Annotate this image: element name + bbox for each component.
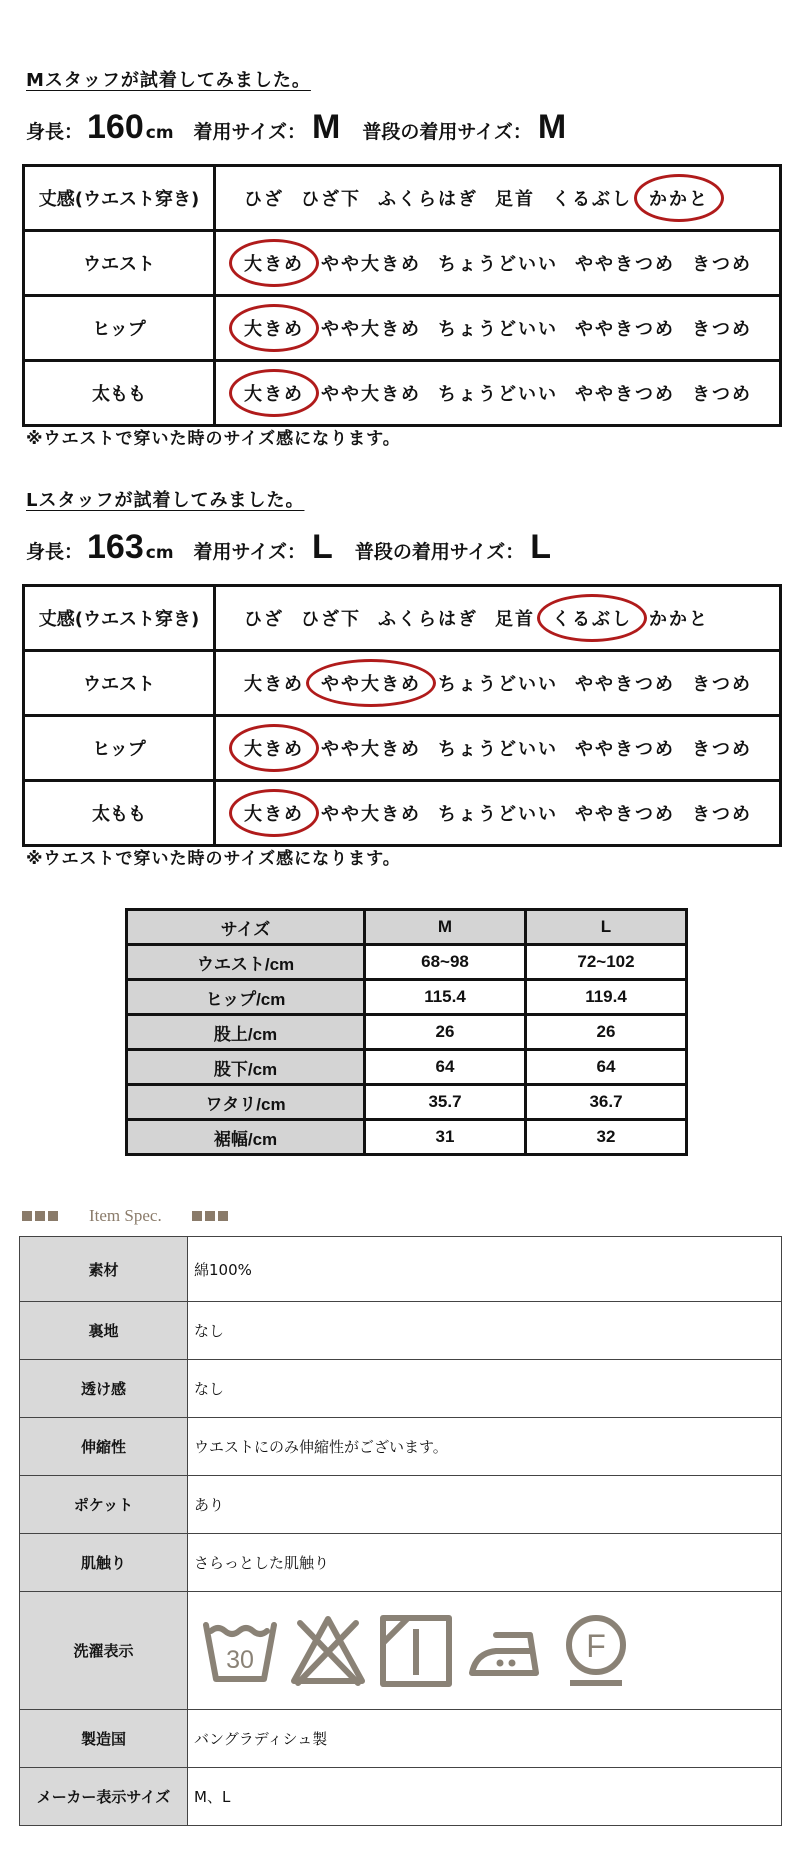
table-row [20, 1302, 782, 1360]
spec-value: さらっとした肌触り [188, 1534, 782, 1592]
dry-clean-f-icon [558, 1613, 634, 1689]
size-row-l: 64 [526, 1050, 687, 1085]
staff-l-section [0, 486, 800, 886]
fit-row [24, 716, 781, 781]
table-row [127, 980, 687, 1015]
line-dry-shade-icon [378, 1613, 454, 1689]
spec-key: 製造国 [20, 1710, 188, 1768]
fit-row-label: ヒップ [24, 296, 215, 361]
table-row [20, 1534, 782, 1592]
fit-option: きつめ [692, 384, 752, 405]
size-row-label: 股下/cm [127, 1050, 365, 1085]
size-row-l: 32 [526, 1120, 687, 1155]
size-row-l: 72~102 [526, 945, 687, 980]
fit-option: くるぶし [552, 189, 632, 210]
spec-value: M、L [188, 1768, 782, 1826]
spec-key: 洗濯表示 [20, 1592, 188, 1710]
size-header-label: サイズ [127, 910, 365, 945]
fit-option-selected: 大きめ [244, 735, 304, 761]
table-row [127, 1015, 687, 1050]
staff-l-title: Lスタッフが試着してみました。 [26, 490, 305, 511]
height-value: 163 [87, 528, 144, 566]
fit-row-options [215, 296, 781, 361]
wash-icons-cell [188, 1592, 782, 1710]
wear-size-label: 着用サイズ： [193, 121, 307, 143]
spec-value: ウエストにのみ伸縮性がございます。 [188, 1418, 782, 1476]
spec-key: 素材 [20, 1237, 188, 1302]
fit-option-selected: 大きめ [244, 380, 304, 406]
wear-size-value: M [312, 108, 341, 146]
size-row-m: 68~98 [365, 945, 526, 980]
fit-option: ひざ下 [301, 609, 361, 630]
fit-row-label: 丈感(ウエスト穿き) [24, 166, 215, 231]
fit-row-options [215, 231, 781, 296]
table-row [20, 1418, 782, 1476]
fit-row-label: 太もも [24, 781, 215, 846]
spec-value: 綿100% [188, 1237, 782, 1302]
usual-size-label: 普段の着用サイズ： [362, 121, 532, 143]
fit-option: ややきつめ [575, 804, 675, 825]
table-row [127, 1050, 687, 1085]
fit-row [24, 651, 781, 716]
fit-option: ややきつめ [575, 254, 675, 275]
table-row [127, 945, 687, 980]
fit-option: ちょうどいい [438, 254, 558, 275]
height-unit: cm [145, 543, 174, 563]
wash-icons [194, 1613, 780, 1689]
fit-option: ふくらはぎ [378, 609, 478, 630]
fit-option: ややきつめ [575, 674, 675, 695]
fit-option-selected: 大きめ [244, 800, 304, 826]
square-icon [22, 1211, 32, 1221]
item-spec-heading [22, 1206, 231, 1226]
square-icon [48, 1211, 58, 1221]
size-table [125, 908, 688, 1156]
fit-row-options [215, 166, 781, 231]
fit-row-label: 丈感(ウエスト穿き) [24, 586, 215, 651]
usual-size-value: L [530, 528, 552, 566]
size-row-label: 裾幅/cm [127, 1120, 365, 1155]
fit-option: やや大きめ [321, 319, 421, 340]
fit-row-options [215, 716, 781, 781]
fit-row [24, 586, 781, 651]
fit-option: ややきつめ [575, 384, 675, 405]
size-row-l: 26 [526, 1015, 687, 1050]
wear-size-label: 着用サイズ： [193, 541, 307, 563]
size-row-l: 119.4 [526, 980, 687, 1015]
square-icon [35, 1211, 45, 1221]
table-row [20, 1360, 782, 1418]
fit-option: ひざ下 [301, 189, 361, 210]
fit-row-label: ウエスト [24, 651, 215, 716]
iron-low-icon [466, 1613, 546, 1689]
fit-row [24, 781, 781, 846]
square-icon [192, 1211, 202, 1221]
size-row-label: 股上/cm [127, 1015, 365, 1050]
size-row-label: ワタリ/cm [127, 1085, 365, 1120]
fit-row [24, 361, 781, 426]
fit-option: やや大きめ [321, 254, 421, 275]
fit-option: ひざ [244, 609, 284, 630]
size-row-m: 26 [365, 1015, 526, 1050]
staff-l-info [26, 528, 551, 567]
fit-option: ちょうどいい [438, 804, 558, 825]
spec-key: 透け感 [20, 1360, 188, 1418]
fit-option: ちょうどいい [438, 739, 558, 760]
size-table-header [127, 910, 687, 945]
height-label: 身長： [26, 121, 84, 143]
spec-key: 肌触り [20, 1534, 188, 1592]
size-row-m: 115.4 [365, 980, 526, 1015]
height-label: 身長： [26, 541, 84, 563]
no-bleach-icon [290, 1613, 366, 1689]
fit-row [24, 166, 781, 231]
usual-size-value: M [537, 108, 567, 146]
fit-option-selected: 大きめ [244, 315, 304, 341]
item-spec-table [19, 1236, 782, 1826]
fit-option: きつめ [692, 739, 752, 760]
table-row [20, 1237, 782, 1302]
fit-option: きつめ [692, 804, 752, 825]
fit-option: きつめ [692, 674, 752, 695]
spec-key: メーカー表示サイズ [20, 1768, 188, 1826]
fit-option: 足首 [495, 609, 535, 630]
fit-option: 大きめ [244, 674, 304, 695]
spec-value: なし [188, 1302, 782, 1360]
staff-l-note: ※ウエストで穿いた時のサイズ感になります。 [26, 849, 401, 869]
spec-key: 伸縮性 [20, 1418, 188, 1476]
staff-m-section [0, 66, 800, 466]
size-row-label: ウエスト/cm [127, 945, 365, 980]
fit-option-selected: 大きめ [244, 250, 304, 276]
size-header-m: M [365, 910, 526, 945]
size-row-m: 64 [365, 1050, 526, 1085]
fit-row-options [215, 361, 781, 426]
size-row-l: 36.7 [526, 1085, 687, 1120]
fit-option: かかと [649, 609, 709, 630]
fit-option: ふくらはぎ [378, 189, 478, 210]
fit-option-selected: くるぶし [552, 605, 632, 631]
fit-row-label: ヒップ [24, 716, 215, 781]
fit-option: ひざ [244, 189, 284, 210]
spec-value: バングラディシュ製 [188, 1710, 782, 1768]
fit-option: ややきつめ [575, 319, 675, 340]
fit-option: きつめ [692, 319, 752, 340]
fit-option: ややきつめ [575, 739, 675, 760]
fit-option: ちょうどいい [438, 384, 558, 405]
spec-key: ポケット [20, 1476, 188, 1534]
staff-m-note: ※ウエストで穿いた時のサイズ感になります。 [26, 429, 401, 449]
staff-m-fit-table [22, 164, 782, 427]
spec-value: なし [188, 1360, 782, 1418]
staff-m-title: Mスタッフが試着してみました。 [26, 70, 311, 91]
table-row [20, 1476, 782, 1534]
fit-option-selected: やや大きめ [321, 670, 421, 696]
table-row [20, 1592, 782, 1710]
height-value: 160 [87, 108, 144, 146]
size-header-l: L [526, 910, 687, 945]
wash-30-icon [202, 1613, 278, 1689]
fit-row-options [215, 781, 781, 846]
fit-option: やや大きめ [321, 804, 421, 825]
fit-row [24, 296, 781, 361]
fit-option: やや大きめ [321, 739, 421, 760]
fit-row-options [215, 586, 781, 651]
fit-option: ちょうどいい [438, 674, 558, 695]
wear-size-value: L [312, 528, 333, 566]
table-row [20, 1710, 782, 1768]
fit-option: きつめ [692, 254, 752, 275]
dry-clean-letter: F [586, 1627, 606, 1664]
square-icon [218, 1211, 228, 1221]
fit-row [24, 231, 781, 296]
fit-row-options [215, 651, 781, 716]
size-row-m: 35.7 [365, 1085, 526, 1120]
spec-key: 裏地 [20, 1302, 188, 1360]
usual-size-label: 普段の着用サイズ： [354, 541, 525, 563]
staff-m-info [26, 108, 566, 147]
table-row [127, 1085, 687, 1120]
fit-option: やや大きめ [321, 384, 421, 405]
table-row [20, 1768, 782, 1826]
height-unit: cm [145, 123, 174, 143]
fit-row-label: 太もも [24, 361, 215, 426]
wash-temp: 30 [226, 1645, 254, 1674]
item-spec-title: Item Spec. [89, 1206, 162, 1225]
fit-option: 足首 [495, 189, 535, 210]
fit-option-selected: かかと [649, 185, 709, 211]
fit-row-label: ウエスト [24, 231, 215, 296]
fit-option: ちょうどいい [438, 319, 558, 340]
square-icon [205, 1211, 215, 1221]
staff-l-fit-table [22, 584, 782, 847]
spec-value: あり [188, 1476, 782, 1534]
size-row-label: ヒップ/cm [127, 980, 365, 1015]
size-row-m: 31 [365, 1120, 526, 1155]
table-row [127, 1120, 687, 1155]
